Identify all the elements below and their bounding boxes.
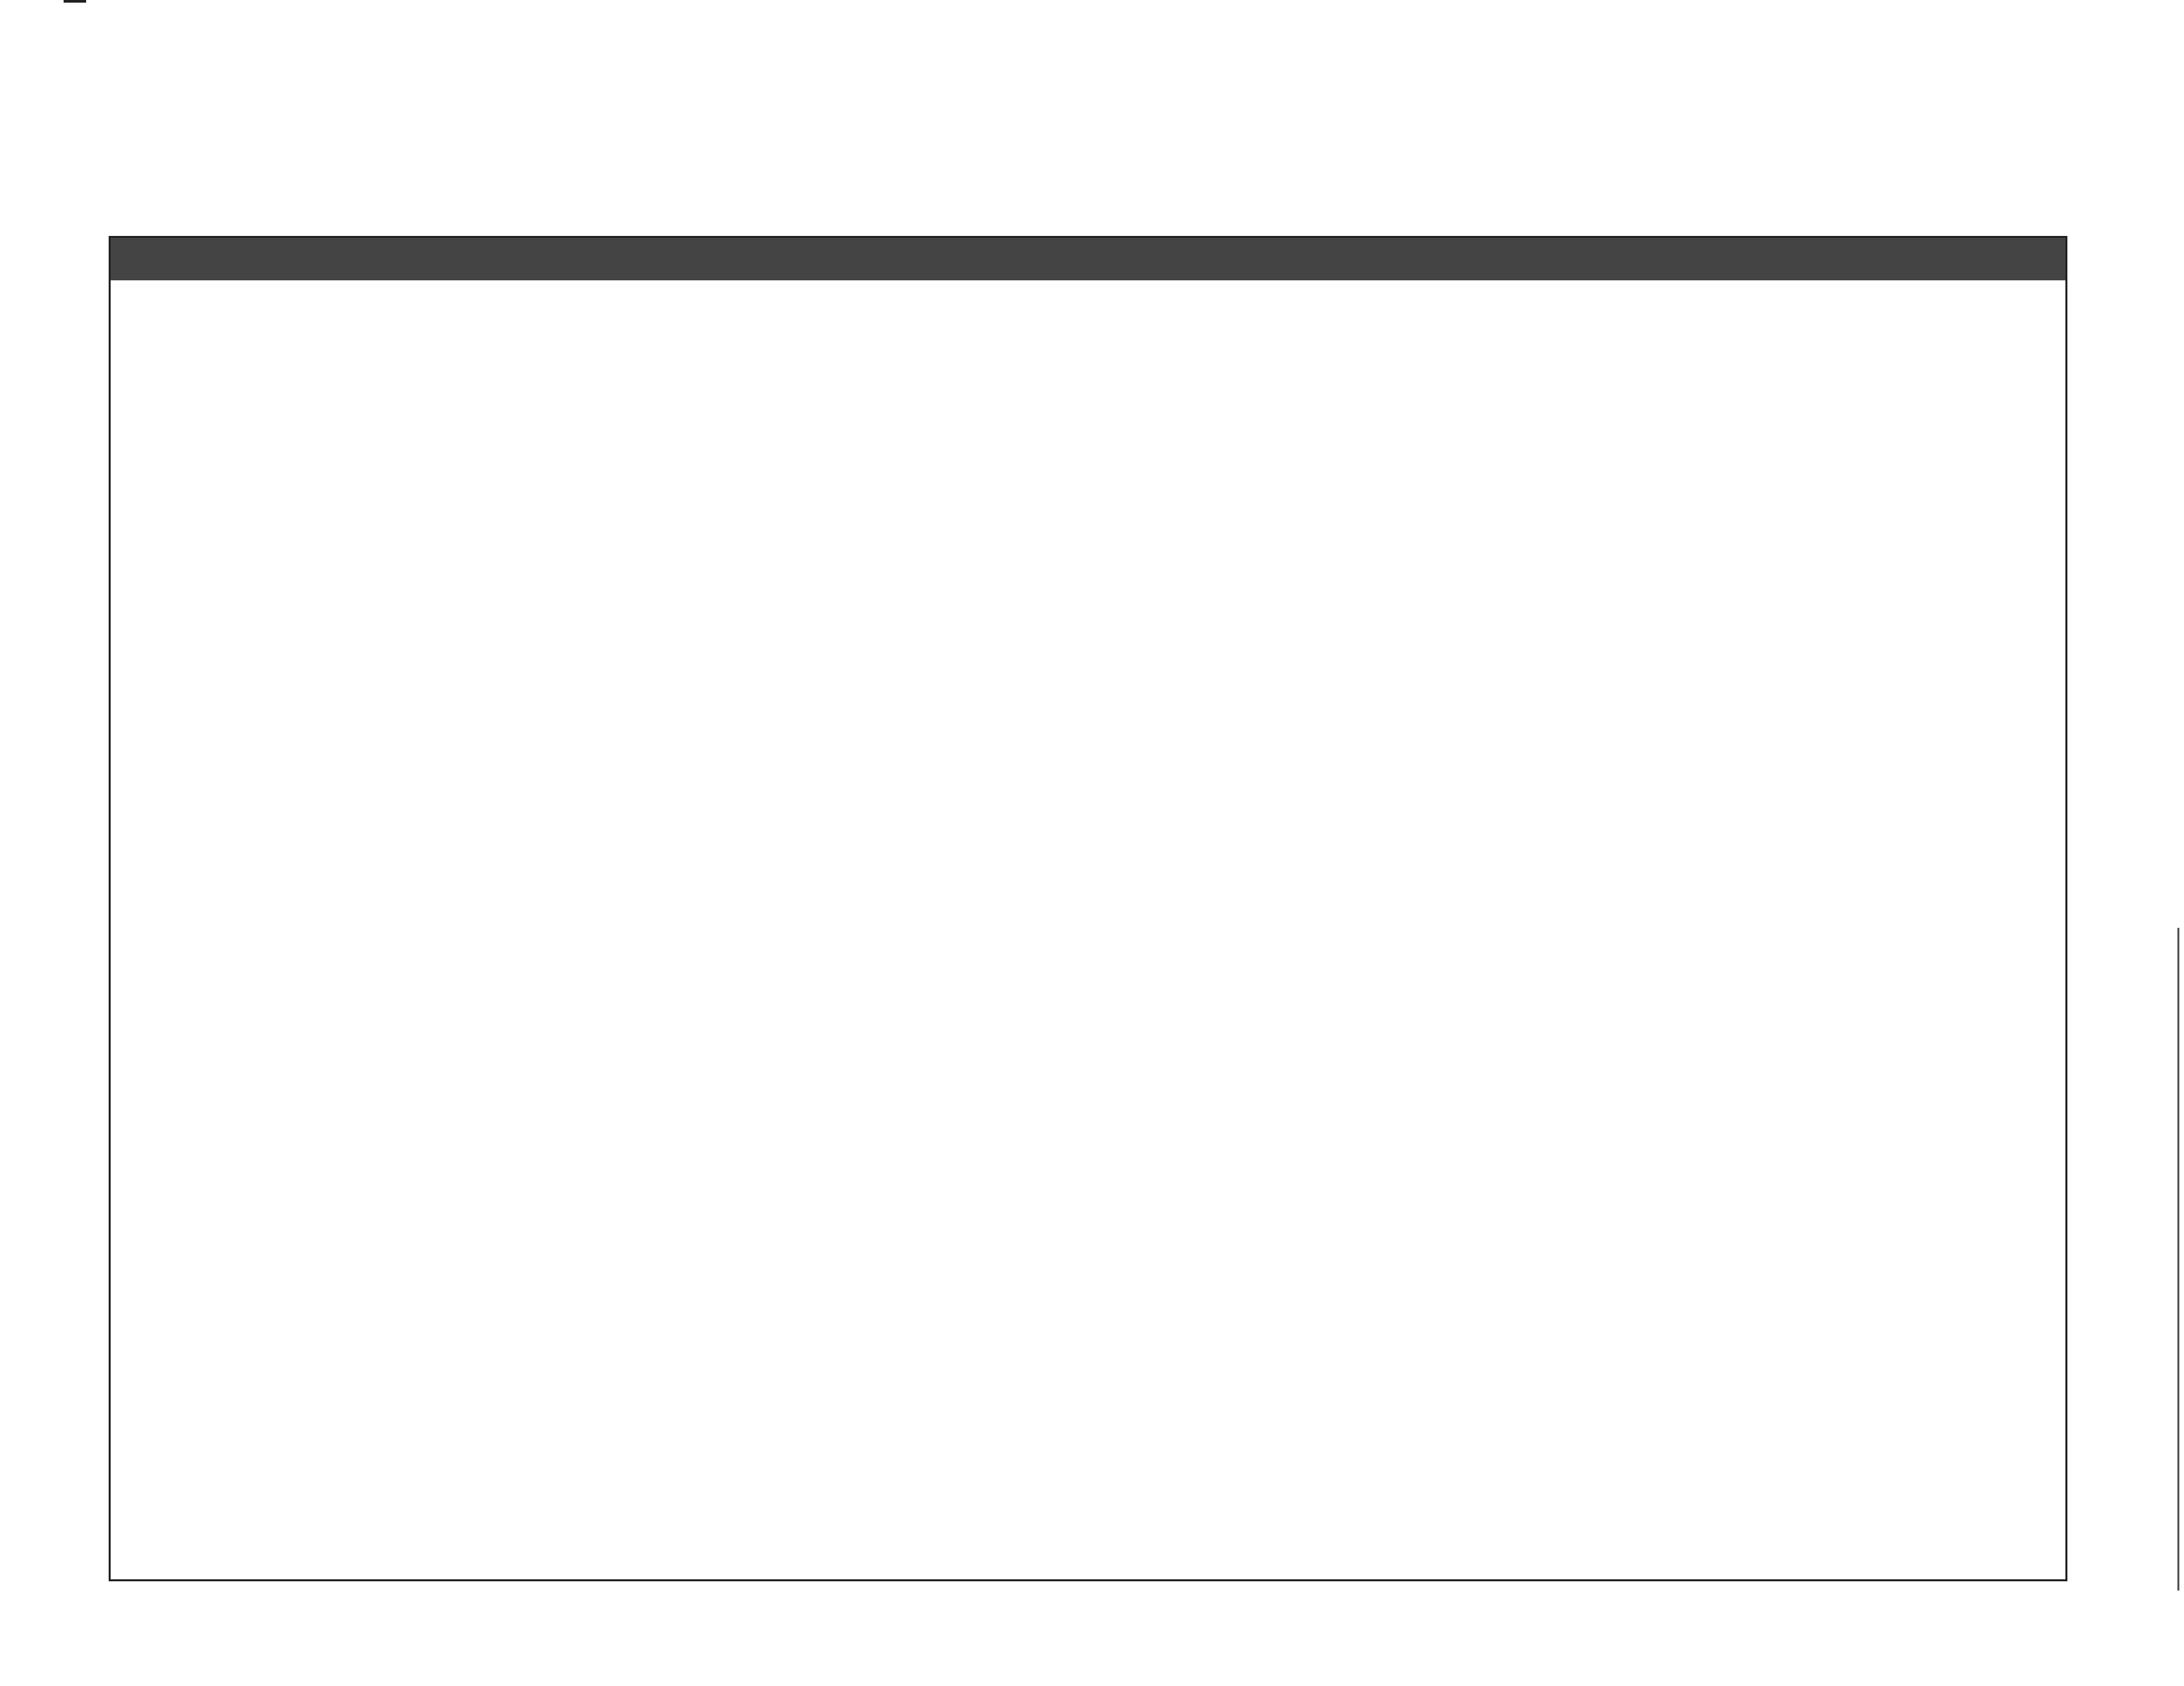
scan-mark — [64, 0, 86, 3]
calendar-grid — [109, 236, 2067, 1581]
scan-edge — [2177, 928, 2179, 1591]
calendar-weeks — [111, 280, 2065, 1581]
weekday-header — [111, 238, 2065, 280]
